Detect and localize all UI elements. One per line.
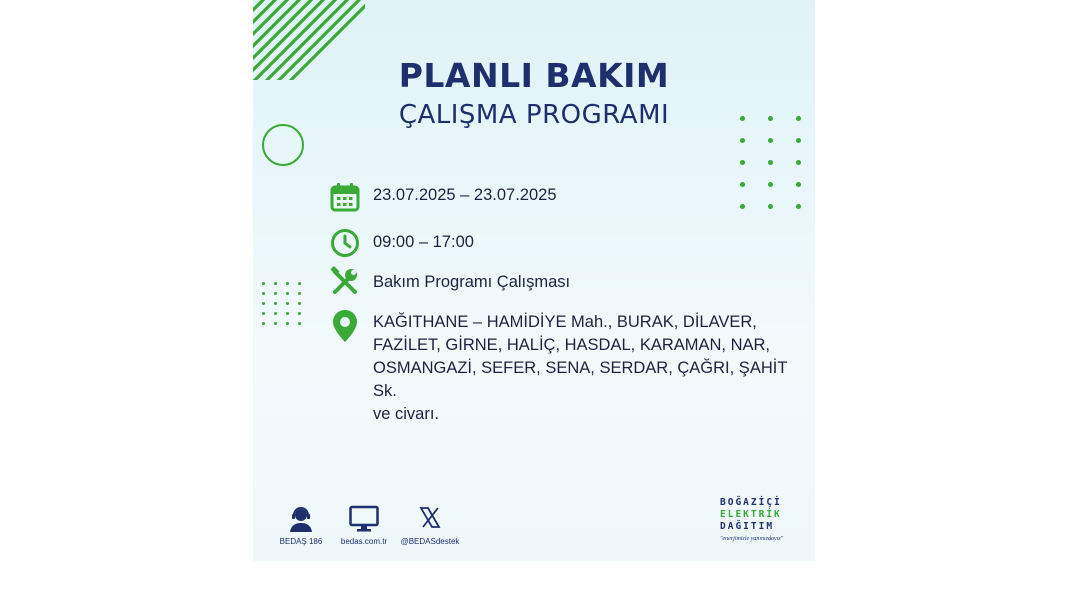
location-text: [373, 311, 815, 426]
location-line: KAĞITHANE – HAMİDİYE Mah., BURAK, DİLAVER,: [373, 313, 757, 331]
date-range: 23.07.2025 – 23.07.2025: [373, 186, 557, 204]
footer-website[interactable]: [336, 505, 392, 546]
time-range: 09:00 – 17:00: [373, 233, 474, 251]
location-line: OSMANGAZİ, SEFER, SENA, SERDAR, ÇAĞRI, ŞAHİT Sk.: [373, 359, 788, 400]
monitor-icon: [349, 505, 379, 533]
brand-line1: BOĞAZİÇİ: [720, 497, 782, 508]
time-row: [329, 227, 474, 259]
date-row: [329, 181, 557, 213]
work-type: Bakım Programı Çalışması: [373, 273, 571, 291]
brand-logo: [720, 497, 810, 545]
map-pin-icon: [329, 308, 361, 344]
brand-line3: DAĞITIM: [720, 521, 775, 532]
work-type-row: [329, 266, 570, 298]
location-line: ve civarı.: [373, 405, 440, 423]
tools-icon: [329, 266, 361, 298]
footer-social[interactable]: [397, 505, 463, 546]
call-center-icon: [288, 505, 314, 533]
footer-website-label: bedas.com.tr: [340, 537, 388, 546]
location-line: FAZİLET, GİRNE, HALİÇ, HASDAL, KARAMAN, NAR,: [373, 336, 771, 354]
footer-phone-label: BEDAŞ 186: [279, 537, 323, 546]
brand-tagline: "enerjimizle yanınızdayız": [720, 536, 784, 542]
circle-decoration: [262, 124, 304, 166]
x-logo-icon: [418, 505, 442, 533]
page-subtitle: ÇALIŞMA PROGRAMI: [398, 100, 670, 130]
location-row: [329, 308, 815, 426]
brand-line2: ELEKTRİK: [720, 509, 782, 520]
announcement-card: [253, 0, 815, 561]
footer-phone[interactable]: [279, 505, 323, 546]
footer-social-label: @BEDASdestek: [400, 537, 460, 546]
dots-decoration-left: [262, 282, 301, 325]
page-title: PLANLI BAKIM: [398, 56, 670, 95]
calendar-icon: [329, 181, 361, 213]
clock-icon: [329, 227, 361, 259]
